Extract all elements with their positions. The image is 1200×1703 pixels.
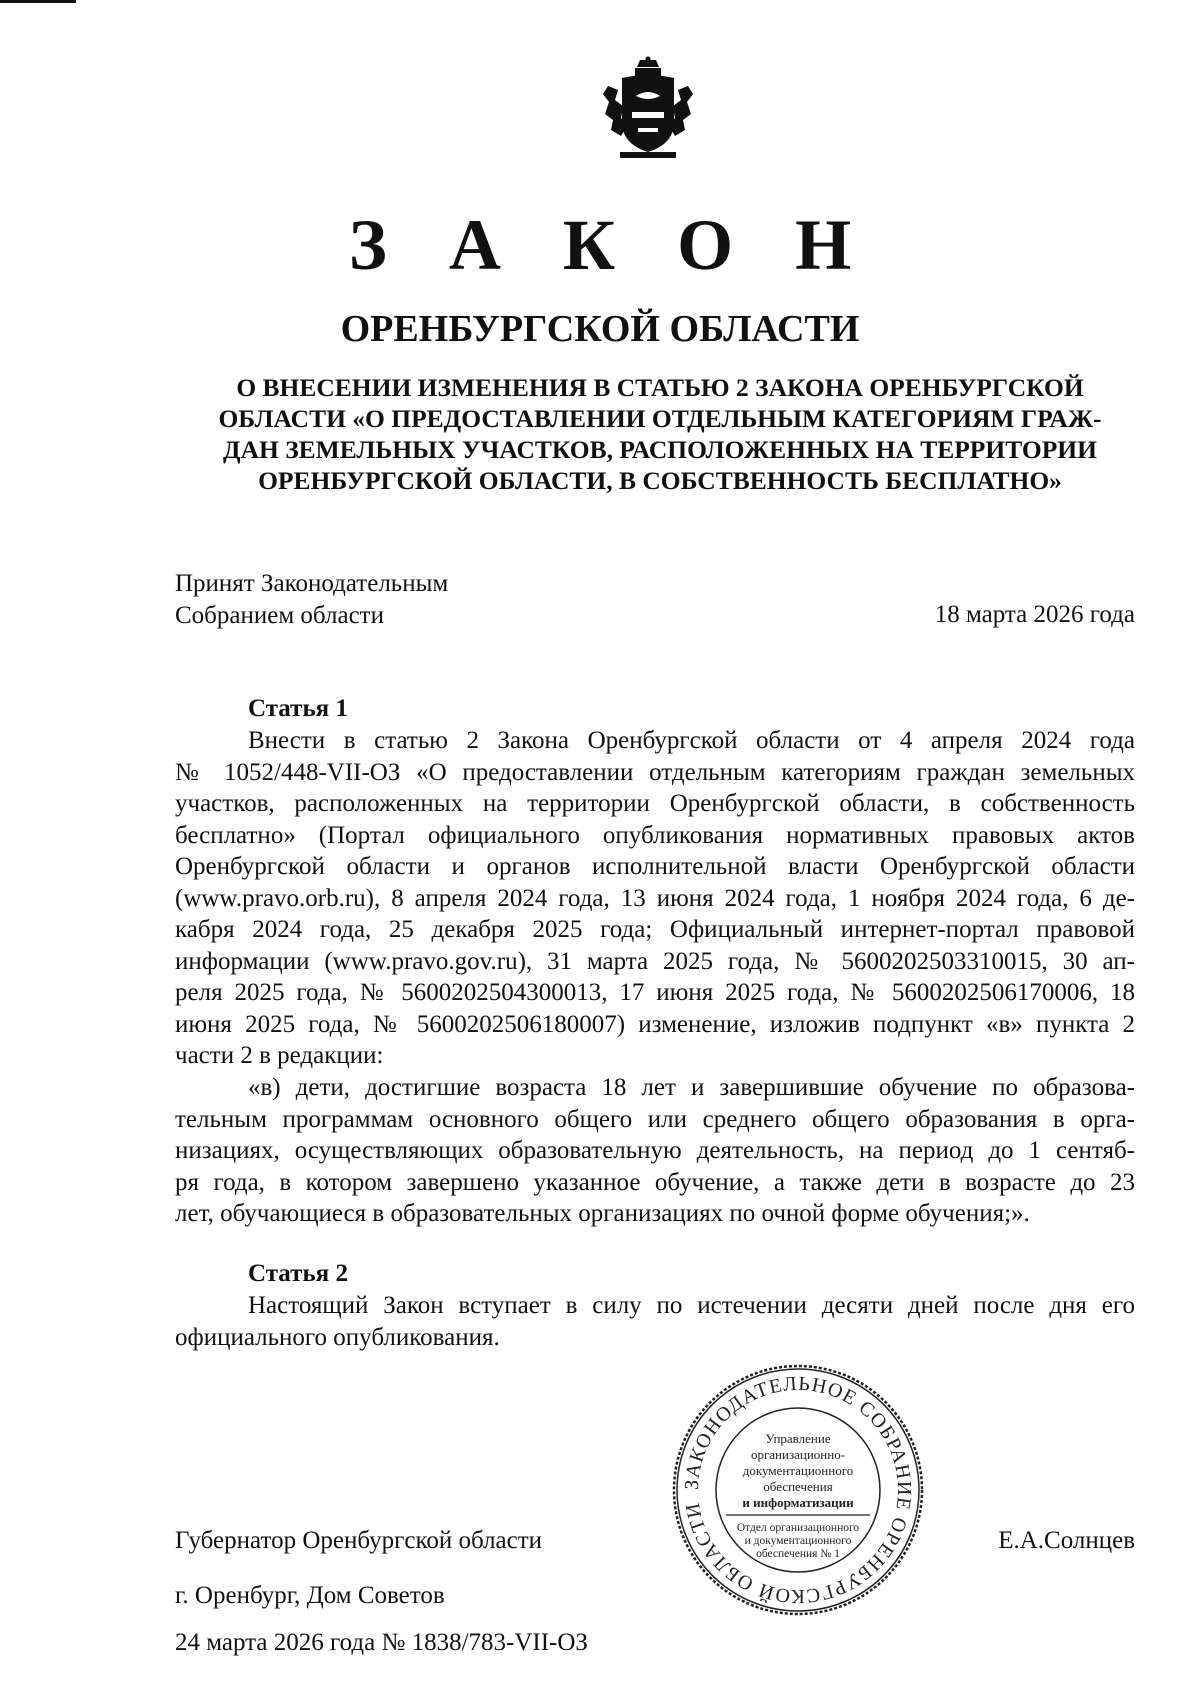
- seal-outer-text: ЗАКОНОДАТЕЛЬНОЕ СОБРАНИЕ ОРЕНБУРГСКОЙ ОБЛАСТИ: [680, 1372, 916, 1608]
- text-line: тельным программам основного общего или среднего общего образования в орга-: [175, 1105, 1135, 1133]
- signatory-position: Губернатор Оренбургской области: [175, 1527, 543, 1554]
- text-line: Настоящий Закон вступает в силу по истечении десяти дней после дня его: [248, 1292, 1135, 1319]
- law-title: З А К О Н: [348, 205, 874, 285]
- article-1-paragraph-1: [175, 725, 1135, 1072]
- article-1-heading: Статья 1: [248, 695, 348, 722]
- seal-inner-line: Управление: [765, 1431, 831, 1446]
- text-line: июня 2025 года, № 5600202506180007) изменение, изложив подпункт «в» пункта 2: [175, 1010, 1135, 1038]
- law-subtitle: [200, 372, 1120, 496]
- subtitle-line: ОБЛАСТИ «О ПРЕДОСТАВЛЕНИИ ОТДЕЛЬНЫМ КАТЕГОРИЯМ ГРАЖ-: [218, 404, 1102, 433]
- official-seal: [671, 1363, 925, 1617]
- subtitle-line: О ВНЕСЕНИИ ИЗМЕНЕНИЯ В СТАТЬЮ 2 ЗАКОНА ОРЕНБУРГСКОЙ: [236, 373, 1084, 402]
- text-line: лет, обучающиеся в образовательных организациях по очной форме обучения;».: [175, 1200, 1030, 1227]
- text-line: части 2 в редакции:: [175, 1042, 384, 1069]
- text-line: официального опубликования.: [175, 1323, 500, 1351]
- text-line: № 1052/448-VII-ОЗ «О предоставлении отдельным категориям граждан земельных: [175, 758, 1135, 786]
- seal-inner-line: обеспечения: [763, 1479, 833, 1494]
- signatory-name: Е.А.Солнцев: [998, 1527, 1135, 1554]
- article-2-paragraph: [175, 1290, 1135, 1353]
- text-line: низациях, осуществляющих образовательную деятельность, на период до 1 сентяб-: [175, 1137, 1135, 1164]
- text-line: информации (www.pravo.gov.ru), 31 марта 2025 года, № 5600202503310015, 30 ап-: [175, 947, 1135, 975]
- seal-bottom-line: обеспечения № 1: [756, 1548, 840, 1560]
- text-line: «в) дети, достигшие возраста 18 лет и завершившие обучение по образова-: [248, 1074, 1135, 1101]
- subtitle-line: ОРЕНБУРГСКОЙ ОБЛАСТИ, В СОБСТВЕННОСТЬ БЕСПЛАТНО»: [258, 466, 1062, 495]
- article-1-paragraph-2: [175, 1072, 1135, 1230]
- adoption-note: [175, 568, 448, 631]
- text-line: ря года, в котором завершено указанное обучение, а также дети в возрасте до 23: [175, 1168, 1135, 1196]
- text-line: Оренбургской области и органов исполнительной власти Оренбургской области: [175, 853, 1135, 880]
- coat-of-arms-emblem: [602, 56, 694, 160]
- text-line: (www.pravo.orb.ru), 8 апреля 2024 года, 13 июня 2024 года, 1 ноября 2024 года, 6 де-: [175, 884, 1135, 912]
- adoption-line: Собранием области: [175, 601, 384, 629]
- law-date-number: 24 марта 2026 года № 1838/783-VII-ОЗ: [175, 1629, 588, 1656]
- scan-edge-mark: [0, 0, 76, 3]
- seal-inner-line: документационного: [742, 1463, 854, 1478]
- seal-bottom-line: и документационного: [744, 1535, 852, 1547]
- article-2-heading: Статья 2: [248, 1260, 348, 1287]
- adoption-line: Принят Законодательным: [175, 570, 449, 597]
- text-line: участков, расположенных на территории Оренбургской области, в собственность: [175, 790, 1135, 817]
- signing-place: г. Оренбург, Дом Советов: [175, 1582, 445, 1609]
- text-line: реля 2025 года, № 5600202504300013, 17 июня 2025 года, № 5600202506170006, 18: [175, 979, 1135, 1006]
- text-line: Внести в статью 2 Закона Оренбургской области от 4 апреля 2024 года: [248, 727, 1135, 754]
- text-line: кабря 2024 года, 25 декабря 2025 года; Официальный интернет-портал правовой: [175, 916, 1135, 943]
- region-title: ОРЕНБУРГСКОЙ ОБЛАСТИ: [340, 308, 860, 350]
- seal-bottom-line: Отдел организационного: [736, 1522, 860, 1534]
- seal-inner-line: организационно-: [750, 1447, 846, 1462]
- subtitle-line: ДАН ЗЕМЕЛЬНЫХ УЧАСТКОВ, РАСПОЛОЖЕННЫХ НА ТЕРРИТОРИИ: [223, 435, 1097, 464]
- adoption-date: 18 марта 2026 года: [934, 601, 1135, 628]
- seal-inner-line: и информатизации: [742, 1495, 854, 1510]
- text-line: бесплатно» (Портал официального опубликования нормативных правовых актов: [175, 821, 1135, 849]
